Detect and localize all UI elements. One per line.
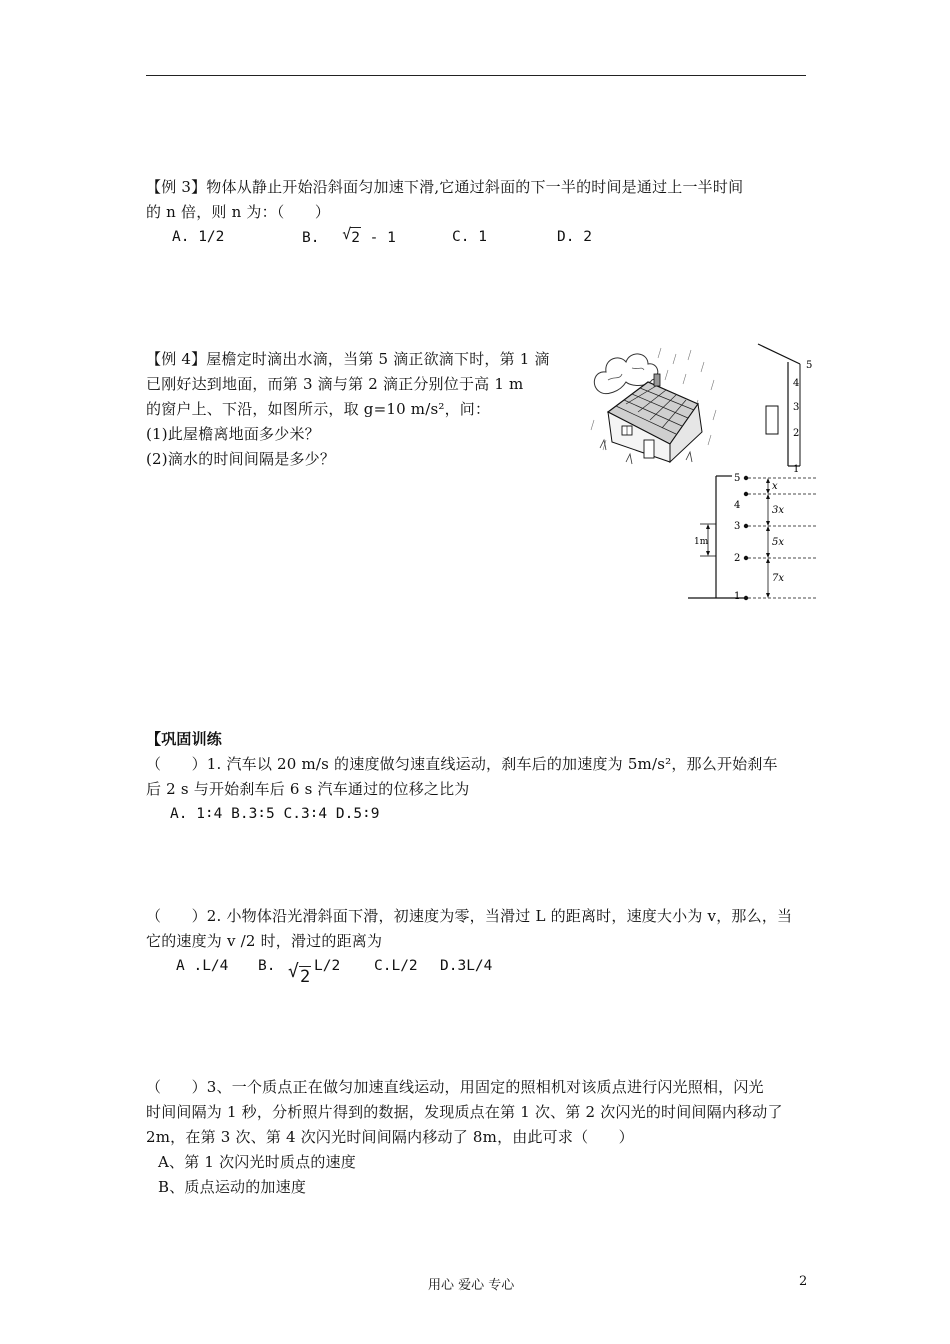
practice-q2-option-b-radicand: 2 (300, 967, 311, 987)
practice-q1-line2: 后 2 s 与开始刹车后 6 s 汽车通过的位移之比为 (146, 780, 470, 798)
page-number: 2 (799, 1274, 808, 1289)
drop-label-5: 5 (734, 473, 741, 484)
practice-q2-option-b-suffix: L/2 (314, 958, 341, 974)
sqrt-symbol: √ 2 (288, 961, 311, 987)
ex3-option-b-prefix: B. (302, 230, 320, 246)
practice-q2-option-d: D.3L/4 (440, 958, 493, 974)
practice-q1-options: A. 1∶4 B.3∶5 C.3∶4 D.5∶9 (170, 806, 380, 822)
gap-label-5x: 5x (772, 537, 785, 548)
drop-spacing-diagram (688, 468, 828, 604)
drop-1 (744, 596, 748, 600)
drop-2 (744, 556, 748, 560)
eave-diagram (750, 336, 830, 476)
ex3-line2: 的 n 倍，则 n 为：（ ） (146, 203, 331, 221)
header-rule (146, 75, 806, 76)
ex3-option-d: D. 2 (557, 229, 592, 245)
gap-label-3x: 3x (772, 505, 785, 516)
practice-q2-option-c: C.L/2 (374, 958, 418, 974)
top-label-3: 3 (793, 402, 800, 413)
window-rect (766, 406, 778, 434)
practice-q2-line2: 它的速度为 v /2 时，滑过的距离为 (146, 932, 383, 950)
gap-label-7x: 7x (772, 573, 785, 584)
drop-4 (744, 492, 748, 496)
ex3-line1: 【例 3】物体从静止开始沿斜面匀加速下滑,它通过斜面的下一半的时间是通过上一半时间 (146, 178, 744, 196)
practice-q1-line1: （ ）1. 汽车以 20 m/s 的速度做匀速直线运动，刹车后的加速度为 5m/s²，那么开始刹车 (146, 755, 778, 773)
ex3-option-b-suffix: - 1 (369, 230, 396, 246)
window-height-label: 1m (694, 537, 709, 547)
practice-q2-line1: （ ）2. 小物体沿光滑斜面下滑，初速度为零，当滑过 L 的距离时，速度大小为 v，那么，当 (146, 907, 793, 925)
practice-q3-option-b: B、质点运动的加速度 (158, 1178, 307, 1196)
drop-label-1: 1 (734, 591, 741, 602)
ex4-line1: 【例 4】屋檐定时滴出水滴，当第 5 滴正欲滴下时，第 1 滴 (146, 350, 550, 368)
ex4-question1: (1)此屋檐离地面多少米？ (146, 425, 320, 443)
ex3-option-c: C. 1 (452, 229, 487, 245)
top-label-1: 1 (793, 464, 800, 475)
top-label-2: 2 (793, 428, 800, 439)
ex4-question2: (2)滴水的时间间隔是多少？ (146, 450, 336, 468)
ex3-option-b (302, 227, 396, 248)
practice-heading: 【巩固训练 (146, 730, 223, 748)
drop-3 (744, 524, 748, 528)
practice-q3-line2: 时间间隔为 1 秒，分析照片得到的数据，发现质点在第 1 次、第 2 次闪光的时间间隔内移动了 (146, 1103, 783, 1121)
ex3-option-a: A. 1/2 (172, 229, 225, 245)
practice-q3-line1: （ ）3、一个质点正在做匀加速直线运动，用固定的照相机对该质点进行闪光照相，闪光 (146, 1078, 764, 1096)
drop-label-2: 2 (734, 553, 741, 564)
ex4-line2: 已刚好达到地面，而第 3 滴与第 2 滴正分别位于高 1 m (146, 375, 524, 393)
drop-label-4: 4 (734, 500, 741, 511)
practice-q3-line3: 2m，在第 3 次、第 4 次闪光时间间隔内移动了 8m，由此可求（ ） (146, 1128, 634, 1146)
practice-q2-option-b-prefix: B. (258, 958, 276, 974)
top-label-4: 4 (793, 378, 800, 389)
practice-q3-option-a: A、第 1 次闪光时质点的速度 (158, 1153, 356, 1171)
drop-5 (744, 476, 748, 480)
house-illustration (586, 340, 726, 470)
footer-slogan: 用心 爱心 专心 (428, 1278, 515, 1293)
practice-q2-option-b-sqrt (288, 961, 311, 987)
ex3-option-b-radicand: 2 (350, 227, 361, 248)
top-label-5: 5 (806, 360, 813, 371)
ex4-line3: 的窗户上、下沿，如图所示，取 g=10 m/s²，问： (146, 400, 491, 418)
gap-label-x: x (772, 481, 778, 492)
eave-line (758, 344, 800, 364)
drop-label-3: 3 (734, 521, 741, 532)
sqrt-symbol: √ 2 (342, 225, 360, 246)
practice-q2-option-a: A .L/4 (176, 958, 229, 974)
